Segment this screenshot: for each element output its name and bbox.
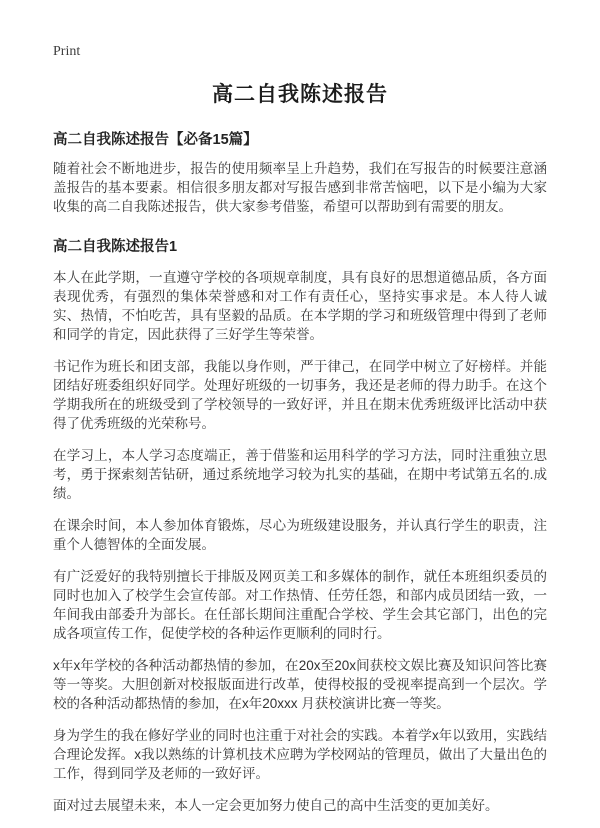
intro-paragraph: 随着社会不断地进步，报告的使用频率呈上升趋势，我们在写报告的时候要注意涵盖报告的基本要素。相信很多朋友都对写报告感到非常苦恼吧，以下是小编为大家收集的高二自我陈述报告，供大家参考借鉴，希望可以帮助到有需要的朋友。 bbox=[53, 161, 547, 214]
report-paragraph: 身为学生的我在修好学业的同时也注重于对社会的实践。本着学x年以致用，实践结合理论发挥。x我以熟练的计算机技术应聘为学校网站的管理员，做出了大量出色的工作，得到同学及老师的一致好评。 bbox=[53, 728, 547, 781]
print-link[interactable]: Print bbox=[53, 44, 81, 59]
report-paragraph: 面对过去展望未来，本人一定会更加努力使自己的高中生活变的更加美好。 bbox=[53, 798, 499, 813]
report-paragraph: 本人在此学期，一直遵守学校的各项规章制度，具有良好的思想道德品质，各方面表现优秀，有强烈的集体荣誉感和对工作有责任心，坚持实事求是。本人待人诚实、热情，不怕吃苦，具有坚毅的品质。在本学期的学习和班级管理中得到了老师和同学的肯定，因此获得了三好学生等荣誉。 bbox=[53, 270, 547, 342]
document-title: 高二自我陈述报告 bbox=[212, 83, 388, 106]
report-paragraph: 在学习上，本人学习态度端正，善于借鉴和运用科学的学习方法，同时注重独立思考，勇于探索刻苦钻研，通过系统地学习较为扎实的基础，在期中考试第五名的.成绩。 bbox=[53, 448, 547, 501]
report-paragraph: 在课余时间，本人参加体育锻炼，尽心为班级建设服务，并认真行学生的职责，注重个人德智体的全面发展。 bbox=[53, 518, 547, 552]
report-paragraph: 书记作为班长和团支部，我能以身作则，严于律己，在同学中树立了好榜样。并能团结好班委组织好同学。处理好班级的一切事务，我还是老师的得力助手。在这个学期我所在的班级受到了学校领导的一致好评，并且在期末优秀班级评比活动中获得了优秀班级的光荣称号。 bbox=[53, 359, 547, 431]
section-heading: 高二自我陈述报告1 bbox=[53, 239, 178, 255]
report-subtitle: 高二自我陈述报告【必备15篇】 bbox=[53, 132, 258, 148]
report-paragraph: 有广泛爱好的我特别擅长于排版及网页美工和多媒体的制作，就任本班组织委员的同时也加入了校学生会宣传部。对工作热情、任劳任怨，和部内成员团结一致，一年间我由部委升为部长。在任部长期间注重配合学校、学生会其它部门，出色的完成各项宣传工作，促使学校的各种运作更顺利的同时行。 bbox=[53, 569, 547, 641]
report-paragraph: x年x年学校的各种活动都热情的参加，在20x至20x间获校文娱比赛及知识问答比赛等一等奖。大胆创新对校报版面进行改革，使得校报的受视率提高到一个层次。学校的各种活动都热情的参加，在x年20xxx 月获校演讲比赛一等奖。 bbox=[53, 658, 547, 711]
report-body bbox=[53, 268, 547, 815]
